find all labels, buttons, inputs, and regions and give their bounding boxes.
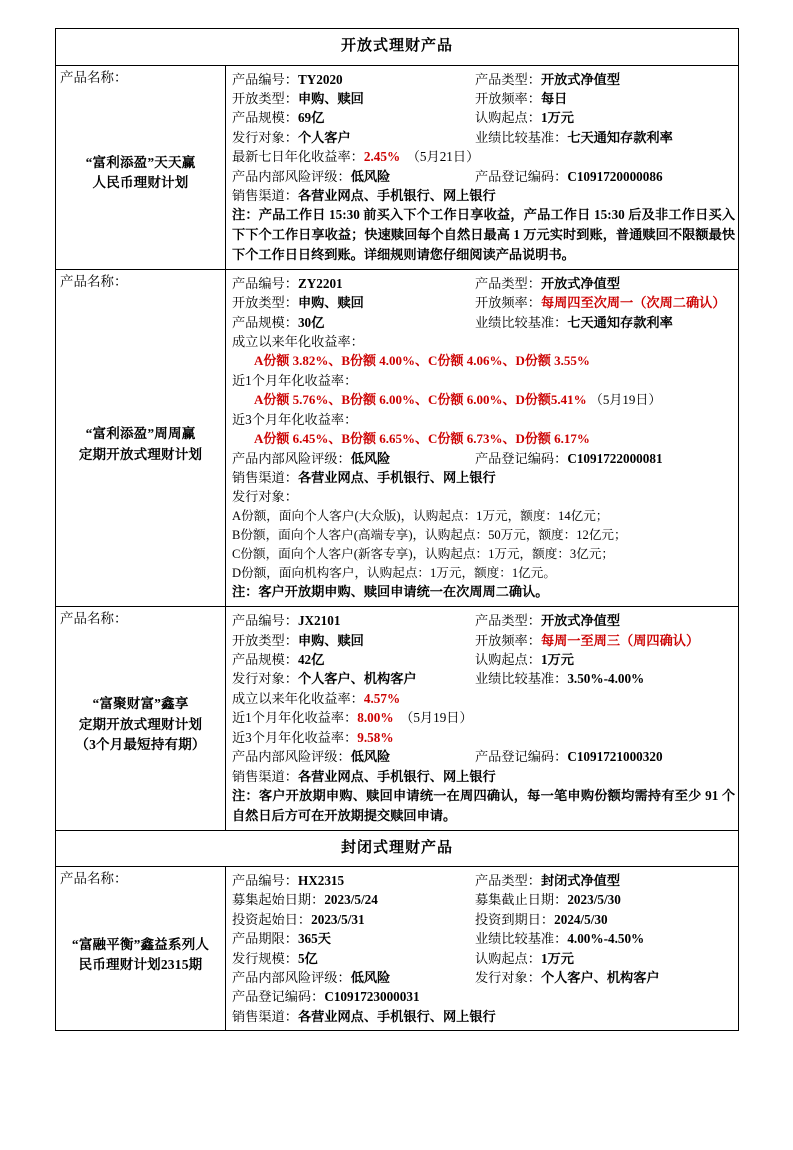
detail-field-left xyxy=(232,449,475,468)
product-name-value xyxy=(60,424,221,465)
detail-row xyxy=(232,293,735,312)
single-field-label: 近1个月年化收益率： xyxy=(232,372,358,388)
product-name-line: “富融平衡”鑫益系列人 xyxy=(71,936,210,952)
detail-field-right xyxy=(475,650,735,669)
left-field-value: HX2315 xyxy=(297,873,345,888)
product-detail-cell xyxy=(226,269,739,607)
product-name-label: 产品名称： xyxy=(60,871,128,886)
product-detail-cell xyxy=(226,607,739,830)
right-field-value: 七天通知存款利率 xyxy=(567,129,673,145)
product-name-value xyxy=(60,694,221,755)
product-name-cell xyxy=(56,65,226,269)
single-field-value: 各营业网点、手机银行、网上银行 xyxy=(297,187,496,203)
detail-field-right xyxy=(475,274,735,293)
detail-field-left xyxy=(232,89,475,108)
right-field-label: 发行对象： xyxy=(475,970,541,986)
detail-field-left xyxy=(232,611,475,630)
single-field xyxy=(232,767,735,786)
left-field-label: 发行规模： xyxy=(232,950,298,966)
detail-field-left xyxy=(232,910,475,929)
single-field xyxy=(232,987,735,1006)
single-field-value: 4.57% xyxy=(363,690,401,706)
detail-field-left xyxy=(232,293,475,312)
share-class-line: C份额，面向个人客户(新客专享)，认购起点：1万元，额度：3亿元； xyxy=(232,546,615,561)
right-field-value: 开放式净值型 xyxy=(540,613,621,629)
left-field-value: 42亿 xyxy=(297,652,325,668)
product-name-cell xyxy=(56,867,226,1031)
detail-field-left xyxy=(232,128,475,147)
detail-field-right xyxy=(475,747,735,766)
detail-row xyxy=(232,728,735,747)
right-field-label: 开放频率： xyxy=(475,90,541,106)
product-note: 注：产品工作日 15:30 前买入下个工作日享收益，产品工作日 15:30 后及非工作日买入下下个工作日享收益；快速赎回每个自然日最高 1 万元实时到账，普通赎回不限额最快下个工作日日终到账。详细规则请您仔细阅读产品说明书。 xyxy=(232,207,736,262)
left-field-value: 365天 xyxy=(297,931,331,947)
detail-row xyxy=(232,167,735,186)
right-field-value: 开放式净值型 xyxy=(540,275,621,291)
product-name-line: “富聚财富”鑫享 xyxy=(92,696,189,712)
right-field-label: 开放频率： xyxy=(475,632,541,648)
detail-field-left xyxy=(232,747,475,766)
right-field-value: C1091721000320 xyxy=(567,749,663,765)
detail-row xyxy=(232,70,735,89)
left-field-label: 产品内部风险评级： xyxy=(232,970,351,986)
detail-field-left xyxy=(232,631,475,650)
right-field-label: 开放频率： xyxy=(475,295,541,311)
product-name-line: 人民币理财计划 xyxy=(92,175,189,191)
right-field-label: 业绩比较基准： xyxy=(475,931,568,947)
single-field xyxy=(232,371,735,390)
table-body xyxy=(56,29,739,1031)
left-field-value: JX2101 xyxy=(297,613,341,629)
detail-field-right xyxy=(475,910,735,929)
left-field-label: 产品规模： xyxy=(232,314,298,330)
right-field-value: 3.50%-4.00% xyxy=(567,671,645,687)
right-field-value: 封闭式净值型 xyxy=(540,873,621,888)
single-field xyxy=(232,186,735,205)
product-name-line: 定期开放式理财计划 xyxy=(78,716,203,732)
right-field-label: 业绩比较基准： xyxy=(475,671,568,687)
single-field-label: 产品登记编码： xyxy=(232,989,325,1005)
right-field-value: 2024/5/30 xyxy=(554,911,608,927)
detail-field-left xyxy=(232,871,475,890)
single-field-label: 销售渠道： xyxy=(232,768,298,784)
detail-field-left xyxy=(232,669,475,688)
right-field-value: 1万元 xyxy=(540,110,574,126)
right-field-value: 每周四至次周一（次周二确认） xyxy=(540,295,726,311)
single-field xyxy=(232,1007,735,1026)
left-field-label: 募集起始日期： xyxy=(232,892,325,908)
right-field-value: C1091720000086 xyxy=(567,168,663,184)
right-field-label: 产品类型： xyxy=(475,71,541,87)
detail-row xyxy=(232,371,735,390)
left-field-label: 开放类型： xyxy=(232,632,298,648)
right-field-label: 产品类型： xyxy=(475,873,541,888)
left-field-label: 产品编号： xyxy=(232,275,298,291)
detail-field-left xyxy=(232,929,475,948)
product-name-wrap xyxy=(60,86,221,260)
detail-field-left xyxy=(232,968,475,987)
single-field-value: 2.45% xyxy=(363,149,401,165)
right-field-value: 每日 xyxy=(540,90,568,106)
right-field-label: 投资到期日： xyxy=(475,911,555,927)
detail-row xyxy=(232,332,735,351)
product-name-label: 产品名称： xyxy=(60,273,128,289)
detail-row xyxy=(232,910,735,929)
right-field-value: 2023/5/30 xyxy=(567,892,621,908)
share-class-line: B份额，面向个人客户(高端专享)，认购起点：50万元，额度：12亿元； xyxy=(232,527,627,542)
right-field-value: 开放式净值型 xyxy=(540,71,621,87)
share-yield-line: A份额 3.82%、B份额 4.00%、C份额 4.06%、D份额 3.55% xyxy=(254,353,590,369)
left-field-value: 申购、赎回 xyxy=(297,632,364,648)
detail-row xyxy=(232,871,735,890)
product-detail-cell xyxy=(226,867,739,1031)
detail-row xyxy=(232,313,735,332)
detail-row xyxy=(232,631,735,650)
left-field-value: 2023/5/31 xyxy=(311,911,365,927)
detail-field-right xyxy=(475,611,735,630)
right-field-value: C1091722000081 xyxy=(567,450,663,466)
right-field-label: 认购起点： xyxy=(475,652,541,668)
left-field-value: ZY2201 xyxy=(297,275,343,291)
detail-field-left xyxy=(232,313,475,332)
detail-field-right xyxy=(475,128,735,147)
right-field-label: 产品登记编码： xyxy=(475,450,568,466)
detail-row xyxy=(232,949,735,968)
left-field-label: 产品期限： xyxy=(232,931,298,947)
detail-field-right xyxy=(475,313,735,332)
left-field-value: 30亿 xyxy=(297,314,325,330)
single-field xyxy=(232,147,735,166)
product-name-line: “富利添盈”天天赢 xyxy=(85,155,196,171)
detail-row xyxy=(232,108,735,127)
detail-row xyxy=(232,747,735,766)
right-field-value: 1万元 xyxy=(540,652,574,668)
single-field-suffix: （5月21日） xyxy=(400,149,480,165)
single-field-value: 各营业网点、手机银行、网上银行 xyxy=(297,768,496,784)
right-field-value: 4.00%-4.50% xyxy=(567,931,645,947)
detail-row xyxy=(232,410,735,429)
left-field-label: 产品内部风险评级： xyxy=(232,168,351,184)
detail-field-right xyxy=(475,968,735,987)
left-field-value: 69亿 xyxy=(297,110,325,126)
product-name-value xyxy=(60,153,221,194)
left-field-value: 2023/5/24 xyxy=(324,892,378,908)
left-field-label: 开放类型： xyxy=(232,90,298,106)
product-name-wrap xyxy=(60,628,221,821)
single-field xyxy=(232,689,735,708)
left-field-label: 产品编号： xyxy=(232,613,298,629)
single-field-value: 8.00% xyxy=(357,710,394,726)
left-field-label: 投资起始日： xyxy=(232,911,312,927)
single-field-label: 销售渠道： xyxy=(232,1008,298,1024)
right-field-label: 认购起点： xyxy=(475,950,541,966)
left-field-value: TY2020 xyxy=(297,71,343,87)
product-name-line: 定期开放式理财计划 xyxy=(78,446,203,462)
detail-field-right xyxy=(475,631,735,650)
single-field-label: 销售渠道： xyxy=(232,470,298,486)
single-field-value: C1091723000031 xyxy=(324,989,420,1005)
section-heading-closed-end: 封闭式理财产品 xyxy=(56,830,739,867)
detail-row xyxy=(232,449,735,468)
product-note: 注：客户开放期申购、赎回申请统一在周四确认，每一笔申购份额均需持有至少 91 个自然日后方可在开放期提交赎回申请。 xyxy=(232,787,736,823)
detail-row xyxy=(232,468,735,487)
detail-row xyxy=(232,89,735,108)
left-field-value: 申购、赎回 xyxy=(297,295,364,311)
right-field-label: 产品类型： xyxy=(475,613,541,629)
single-field xyxy=(232,708,735,727)
left-field-label: 产品编号： xyxy=(232,71,298,87)
detail-field-left xyxy=(232,890,475,909)
single-field-label: 最新七日年化收益率： xyxy=(232,149,364,165)
detail-field-right xyxy=(475,89,735,108)
product-row xyxy=(56,65,739,269)
right-field-label: 认购起点： xyxy=(475,110,541,126)
section-heading-open-end: 开放式理财产品 xyxy=(56,29,739,66)
single-field xyxy=(232,410,735,429)
single-field-label: 销售渠道： xyxy=(232,187,298,203)
right-field-label: 业绩比较基准： xyxy=(475,314,568,330)
product-name-wrap xyxy=(60,888,221,1022)
product-name-wrap xyxy=(60,291,221,599)
product-name-label: 产品名称： xyxy=(60,611,128,627)
single-field-value: 各营业网点、手机银行、网上银行 xyxy=(297,1008,496,1024)
single-field-value: 9.58% xyxy=(357,729,394,745)
left-field-label: 产品内部风险评级： xyxy=(232,450,351,466)
product-name-label: 产品名称： xyxy=(60,69,128,85)
left-field-label: 产品编号： xyxy=(232,873,298,888)
product-name-line: 民币理财计划2315期 xyxy=(78,956,203,972)
right-field-label: 募集截止日期： xyxy=(475,892,568,908)
right-field-value: 每周一至周三（周四确认） xyxy=(540,632,700,648)
detail-row xyxy=(232,689,735,708)
detail-field-right xyxy=(475,890,735,909)
share-class-line: A份额，面向个人客户(大众版)，认购起点：1万元，额度：14亿元； xyxy=(232,508,609,523)
left-field-label: 发行对象： xyxy=(232,129,298,145)
share-class-line: D份额，面向机构客户，认购起点：1万元，额度：1亿元。 xyxy=(232,565,556,580)
detail-field-left xyxy=(232,70,475,89)
detail-row xyxy=(232,274,735,293)
right-field-label: 业绩比较基准： xyxy=(475,129,568,145)
left-field-value: 个人客户 xyxy=(297,129,351,145)
detail-row xyxy=(232,128,735,147)
detail-field-right xyxy=(475,929,735,948)
detail-field-right xyxy=(475,108,735,127)
single-field-suffix: （5月19日） xyxy=(393,710,473,726)
detail-field-right xyxy=(475,167,735,186)
share-yield-line: A份额 6.45%、B份额 6.65%、C份额 6.73%、D份额 6.17% xyxy=(254,431,590,447)
right-field-value: 七天通知存款利率 xyxy=(567,314,673,330)
product-row xyxy=(56,269,739,607)
detail-field-left xyxy=(232,108,475,127)
right-field-label: 产品登记编码： xyxy=(475,168,568,184)
detail-row xyxy=(232,890,735,909)
detail-field-left xyxy=(232,274,475,293)
single-field-label: 成立以来年化收益率： xyxy=(232,690,364,706)
left-field-value: 个人客户、机构客户 xyxy=(297,671,417,687)
detail-row xyxy=(232,968,735,987)
detail-field-right xyxy=(475,449,735,468)
single-field-label: 近1个月年化收益率： xyxy=(232,710,358,726)
left-field-value: 低风险 xyxy=(350,970,391,986)
left-field-value: 低风险 xyxy=(350,450,391,466)
single-field xyxy=(232,728,735,747)
left-field-value: 低风险 xyxy=(350,168,391,184)
detail-row xyxy=(232,929,735,948)
yield-suffix: （5月19日） xyxy=(586,392,662,408)
detail-row xyxy=(232,708,735,727)
share-yield-line: A份额 5.76%、B份额 6.00%、C份额 6.00%、D份额5.41% （5月19日） xyxy=(254,392,662,408)
detail-row xyxy=(232,767,735,786)
detail-row xyxy=(232,987,735,1006)
left-field-label: 产品规模： xyxy=(232,110,298,126)
single-field-label: 发行对象： xyxy=(232,489,298,505)
detail-field-right xyxy=(475,669,735,688)
single-field xyxy=(232,468,735,487)
left-field-value: 低风险 xyxy=(350,749,391,765)
financial-products-table xyxy=(55,28,739,1031)
product-name-cell xyxy=(56,269,226,607)
detail-row xyxy=(232,186,735,205)
product-name-line: （3个月最短持有期） xyxy=(75,736,206,752)
right-field-value: 1万元 xyxy=(540,950,574,966)
left-field-label: 发行对象： xyxy=(232,671,298,687)
single-field-label: 成立以来年化收益率： xyxy=(232,333,364,349)
detail-row xyxy=(232,147,735,166)
product-name-line: “富利添盈”周周赢 xyxy=(85,426,196,442)
product-detail-cell xyxy=(226,65,739,269)
section-heading-row xyxy=(56,29,739,66)
product-name-value xyxy=(60,935,221,976)
right-field-label: 产品登记编码： xyxy=(475,749,568,765)
detail-row xyxy=(232,650,735,669)
product-row xyxy=(56,607,739,830)
detail-row xyxy=(232,487,735,506)
right-field-value: 个人客户、机构客户 xyxy=(540,970,660,986)
detail-field-right xyxy=(475,293,735,312)
single-field xyxy=(232,487,735,506)
detail-row xyxy=(232,669,735,688)
left-field-label: 开放类型： xyxy=(232,295,298,311)
left-field-value: 申购、赎回 xyxy=(297,90,364,106)
detail-field-left xyxy=(232,167,475,186)
detail-row xyxy=(232,1007,735,1026)
left-field-label: 产品规模： xyxy=(232,652,298,668)
right-field-label: 产品类型： xyxy=(475,275,541,291)
product-note: 注：客户开放期申购、赎回申请统一在次周周二确认。 xyxy=(232,584,549,600)
left-field-value: 5亿 xyxy=(297,950,318,966)
single-field xyxy=(232,332,735,351)
detail-field-left xyxy=(232,949,475,968)
single-field-label: 近3个月年化收益率： xyxy=(232,411,358,427)
section-heading-row xyxy=(56,830,739,867)
detail-field-right xyxy=(475,871,735,890)
detail-row xyxy=(232,611,735,630)
left-field-label: 产品内部风险评级： xyxy=(232,749,351,765)
single-field-value: 各营业网点、手机银行、网上银行 xyxy=(297,470,496,486)
product-row xyxy=(56,867,739,1031)
detail-field-right xyxy=(475,949,735,968)
single-field-label: 近3个月年化收益率： xyxy=(232,729,358,745)
product-name-cell xyxy=(56,607,226,830)
detail-field-right xyxy=(475,70,735,89)
detail-field-left xyxy=(232,650,475,669)
